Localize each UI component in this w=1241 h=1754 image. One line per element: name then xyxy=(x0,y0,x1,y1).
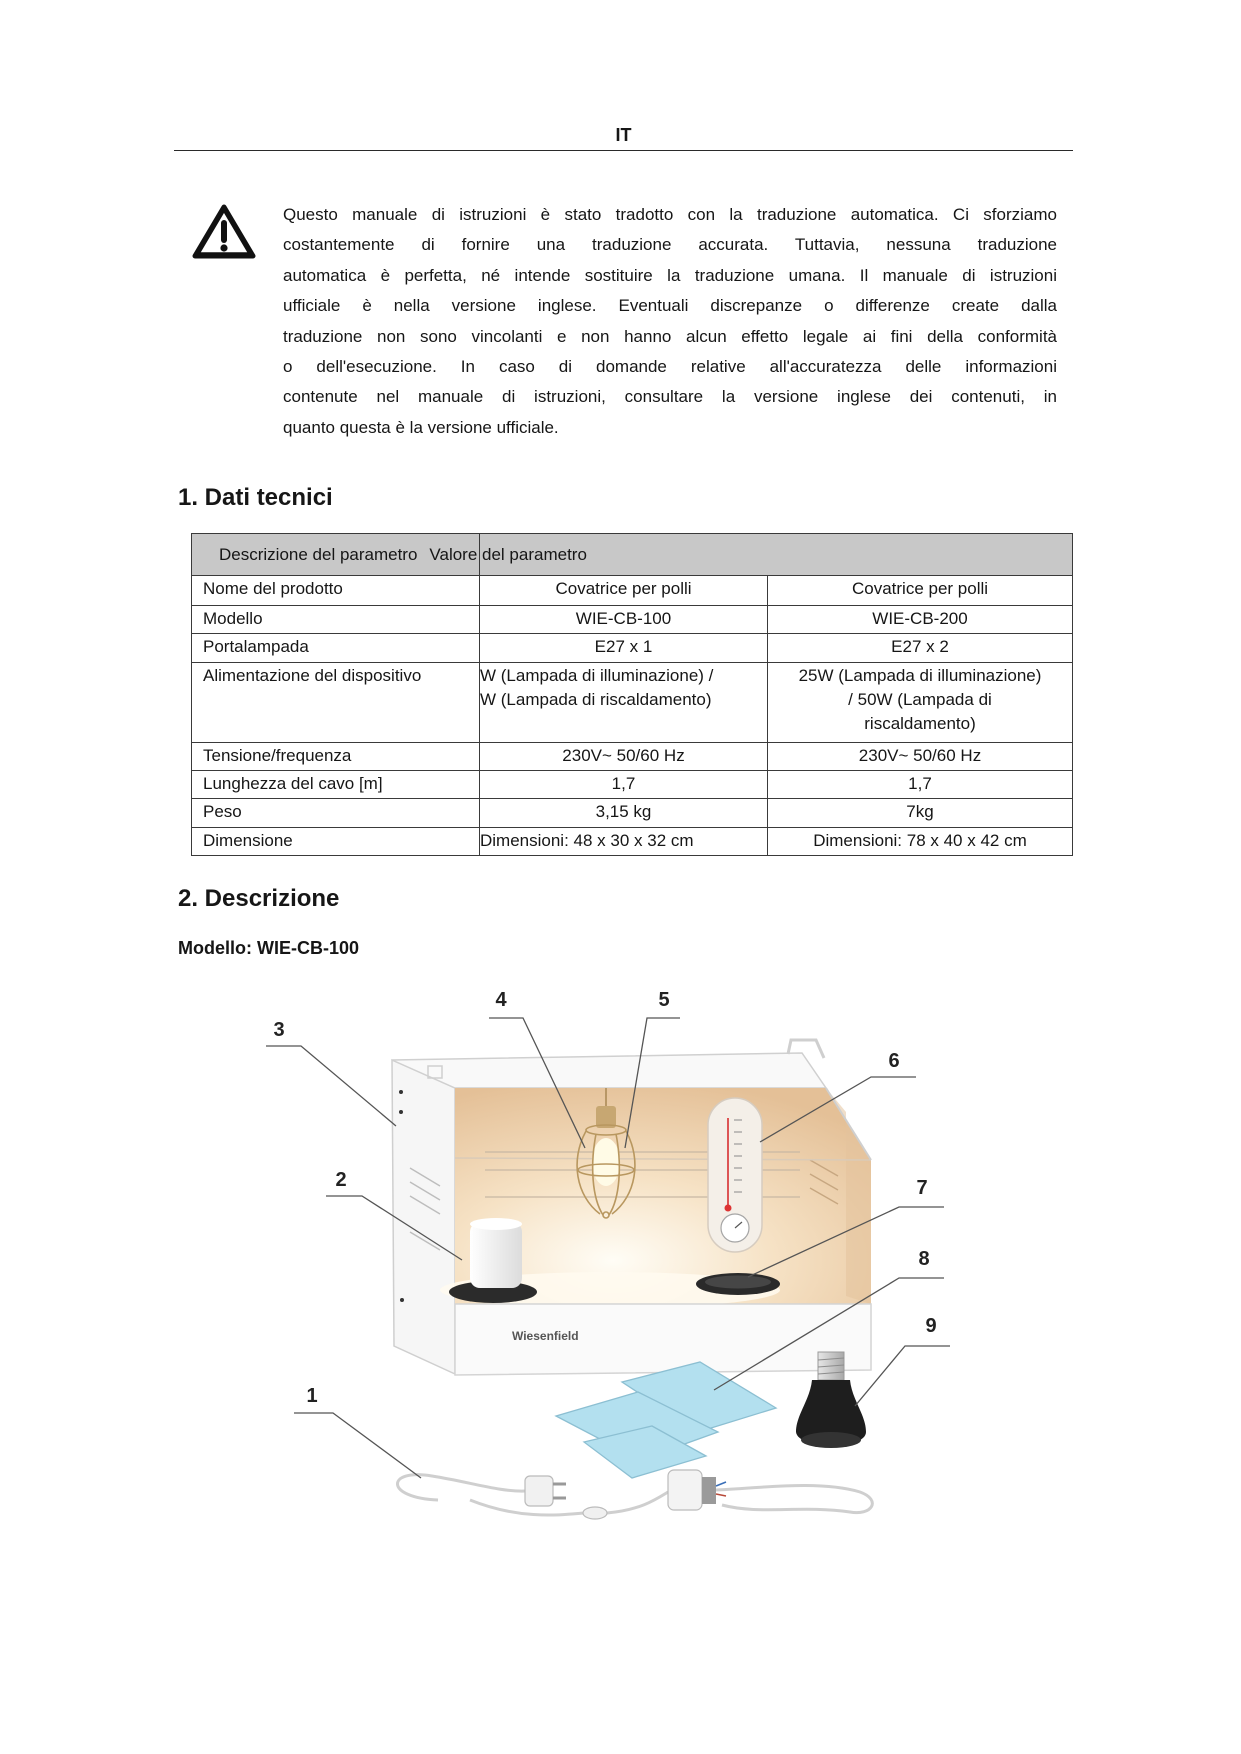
callout-number-5: 5 xyxy=(658,989,670,1011)
notice-line: contenute nel manuale di istruzioni, consultare la versione inglese dei contenuti, in xyxy=(283,387,1057,407)
cable-switch xyxy=(583,1507,607,1519)
value-wie-cb-200: 230V~ 50/60 Hz xyxy=(768,743,1073,771)
value-wie-cb-200: Covatrice per polli xyxy=(768,576,1073,606)
notice-line: o dell'esecuzione. In caso di domande relative all'accuratezza delle informazioni xyxy=(283,356,1057,376)
param-name: Lunghezza del cavo [m] xyxy=(192,771,480,799)
box-top-lid xyxy=(392,1053,826,1088)
notice-line: Questo manuale di istruzioni è stato tradotto con la traduzione automatica. Ci sforziamo xyxy=(283,205,1057,224)
box-front-base xyxy=(455,1304,871,1375)
model-label: Modello: WIE-CB-100 xyxy=(178,938,360,958)
section-title-technical-data: 1. Dati tecnici xyxy=(178,484,333,511)
callout-number-4: 4 xyxy=(495,989,507,1011)
value-wie-cb-200: E27 x 2 xyxy=(768,634,1073,663)
cloths xyxy=(556,1362,776,1478)
value-wie-cb-100: 1,7 xyxy=(480,771,768,799)
value-wie-cb-100: E27 x 1 xyxy=(480,634,768,663)
value-wie-cb-200: 7kg xyxy=(768,799,1073,828)
param-name: Modello xyxy=(192,606,480,634)
notice-line: ufficiale è nella versione inglese. Eventuali discrepanze o differenze create dalla xyxy=(283,296,1057,316)
header-cell-parameter xyxy=(192,534,587,576)
notice-line: traduzione non sono vincolanti e non hanno alcun effetto legale ai fini della conformità xyxy=(283,326,1057,346)
value-wie-cb-200: 1,7 xyxy=(768,771,1073,799)
notice-line: quanto questa è la versione ufficiale. xyxy=(283,417,559,437)
table-row xyxy=(192,771,1073,799)
notice-line: costantemente di fornire una traduzione accurata. Tuttavia, nessuna traduzione xyxy=(283,235,1057,255)
technical-data-table xyxy=(191,533,1073,856)
param-name: Peso xyxy=(192,799,480,828)
callout-number-9: 9 xyxy=(925,1315,937,1337)
table-row xyxy=(192,634,1073,663)
param-name: Dimensione xyxy=(192,828,480,856)
value-wie-cb-100: WIE-CB-100 xyxy=(480,606,768,634)
callout-number-8: 8 xyxy=(918,1248,930,1270)
value-wie-cb-100: W (Lampada di illuminazione) / W (Lampada di riscaldamento) xyxy=(480,663,768,743)
param-name: Nome del prodotto xyxy=(192,576,480,606)
notice-line: automatica è perfetta, né intende sostituire la traduzione umana. Il manuale di istruzioni xyxy=(283,265,1057,285)
callout-number-2: 2 xyxy=(335,1169,347,1191)
table-row xyxy=(192,828,1073,856)
table-row xyxy=(192,799,1073,828)
product-illustration xyxy=(0,960,1241,1560)
thermometer xyxy=(708,1098,762,1252)
header-parameter-label: Descrizione del parametro xyxy=(219,544,418,564)
language-code: IT xyxy=(615,125,632,145)
value-wie-cb-100: 3,15 kg xyxy=(480,799,768,828)
table-row xyxy=(192,606,1073,634)
param-name: Tensione/frequenza xyxy=(192,743,480,771)
param-name: Alimentazione del dispositivo xyxy=(192,663,480,743)
feeder-dish xyxy=(696,1273,780,1295)
power-cable xyxy=(397,1475,872,1515)
value-wie-cb-200: WIE-CB-200 xyxy=(768,606,1073,634)
param-name: Portalampada xyxy=(192,634,480,663)
translation-notice xyxy=(283,200,1057,443)
callout-number-6: 6 xyxy=(888,1050,900,1072)
value-wie-cb-200: 25W (Lampada di illuminazione) / 50W (Lampada di riscaldamento) xyxy=(768,663,1073,743)
callout-number-3: 3 xyxy=(273,1019,285,1041)
value-wie-cb-100: 230V~ 50/60 Hz xyxy=(480,743,768,771)
value-wie-cb-100: Dimensioni: 48 x 30 x 32 cm xyxy=(480,828,768,856)
value-wie-cb-200: Dimensioni: 78 x 40 x 42 cm xyxy=(768,828,1073,856)
table-row xyxy=(192,663,1073,743)
table-header-row xyxy=(192,534,1073,576)
callout-number-1: 1 xyxy=(306,1385,318,1407)
header-divider xyxy=(174,150,1073,151)
table-row xyxy=(192,576,1073,606)
box-side-panel xyxy=(392,1060,455,1374)
callout-number-7: 7 xyxy=(916,1177,928,1199)
table-row xyxy=(192,743,1073,771)
brand-logo: Wiesenfield xyxy=(512,1329,579,1343)
section-title-description: 2. Descrizione xyxy=(178,885,340,912)
value-wie-cb-100: Covatrice per polli xyxy=(480,576,768,606)
warning-icon xyxy=(191,202,257,260)
plug xyxy=(525,1476,566,1506)
header-value-label: Valore del parametro xyxy=(429,544,587,564)
